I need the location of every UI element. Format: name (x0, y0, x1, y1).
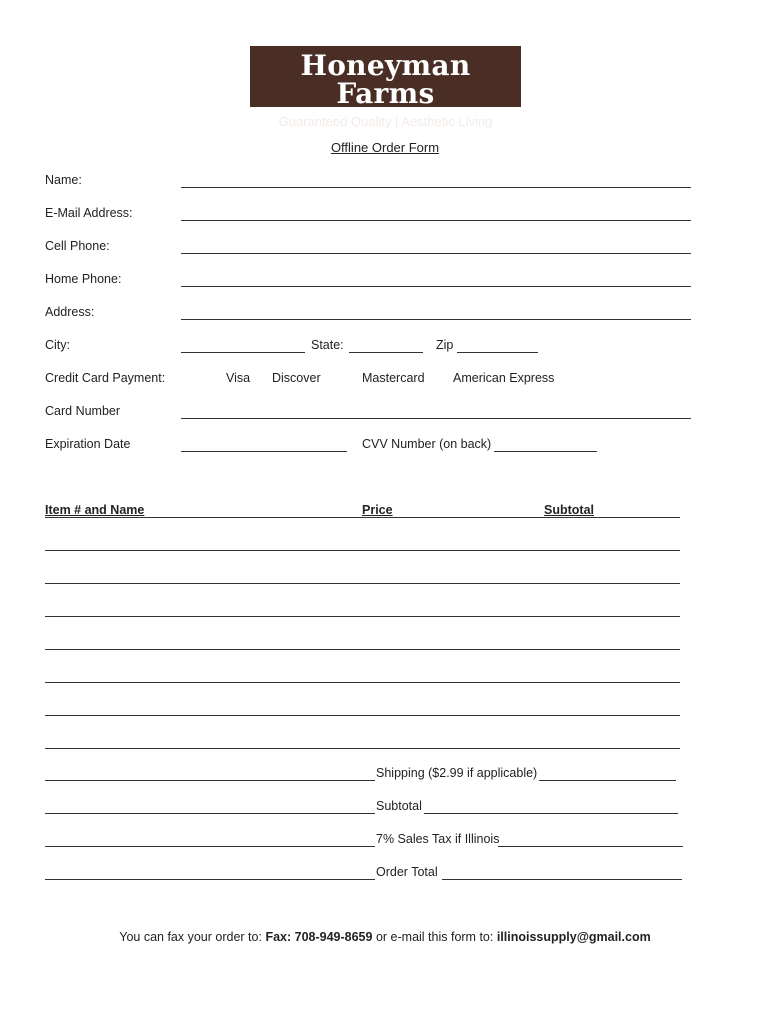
state-field[interactable] (349, 338, 423, 353)
expiration-field[interactable] (181, 437, 347, 452)
home-phone-label: Home Phone: (45, 272, 122, 286)
expiration-label: Expiration Date (45, 437, 131, 451)
cell-phone-label: Cell Phone: (45, 239, 110, 253)
shipping-left-line (45, 766, 375, 781)
email-label: E-Mail Address: (45, 206, 133, 220)
card-option-amex[interactable]: American Express (453, 371, 555, 385)
footer-fax: Fax: 708-949-8659 (265, 930, 373, 944)
item-line[interactable] (45, 635, 680, 650)
item-line[interactable] (45, 668, 680, 683)
tax-left-line (45, 832, 375, 847)
footer-email[interactable]: illinoissupply@gmail.com (496, 930, 651, 944)
card-option-discover[interactable]: Discover (272, 371, 321, 385)
zip-label: Zip (436, 338, 454, 352)
cell-phone-field[interactable] (181, 239, 691, 254)
card-number-field[interactable] (181, 404, 691, 419)
credit-card-label: Credit Card Payment: (45, 371, 166, 385)
order-total-left-line (45, 865, 375, 880)
cvv-field[interactable] (494, 437, 597, 452)
shipping-label: Shipping ($2.99 if applicable) (376, 766, 538, 780)
item-name-header: Item # and Name (45, 503, 145, 517)
item-line[interactable] (45, 536, 680, 551)
subtotal-label: Subtotal (376, 799, 422, 813)
item-line[interactable] (45, 734, 680, 749)
tax-field[interactable] (498, 832, 683, 847)
state-label: State: (311, 338, 344, 352)
company-logo (250, 46, 521, 129)
subtotal-field[interactable] (424, 799, 678, 814)
home-phone-field[interactable] (181, 272, 691, 287)
card-option-visa[interactable]: Visa (226, 371, 251, 385)
item-line[interactable] (45, 569, 680, 584)
cvv-label: CVV Number (on back) (362, 437, 492, 451)
footer-middle: or e-mail this form to: (375, 930, 494, 944)
name-label: Name: (45, 173, 82, 187)
shipping-field[interactable] (539, 766, 676, 781)
item-line[interactable] (45, 701, 680, 716)
footer-prefix: You can fax your order to: (119, 930, 262, 944)
order-total-field[interactable] (442, 865, 682, 880)
logo-brand: Honeyman Farms (300, 49, 471, 110)
item-line[interactable] (45, 602, 680, 617)
form-title: Offline Order Form (330, 140, 440, 155)
price-header: Price (362, 503, 393, 517)
address-field[interactable] (181, 305, 691, 320)
name-field[interactable] (181, 173, 691, 188)
card-number-label: Card Number (45, 404, 121, 418)
footer-note (0, 930, 770, 944)
tax-label: 7% Sales Tax if Illinois (376, 832, 500, 846)
address-label: Address: (45, 305, 95, 319)
order-total-label: Order Total (376, 865, 438, 879)
logo-tagline: Guaranteed Quality | Aesthetic Living (278, 114, 493, 129)
items-header-row (45, 503, 680, 518)
card-option-mastercard[interactable]: Mastercard (362, 371, 425, 385)
email-field[interactable] (181, 206, 691, 221)
subtotal-header: Subtotal (544, 503, 594, 517)
subtotal-left-line (45, 799, 375, 814)
city-field[interactable] (181, 338, 305, 353)
city-label: City: (45, 338, 70, 352)
zip-field[interactable] (457, 338, 538, 353)
